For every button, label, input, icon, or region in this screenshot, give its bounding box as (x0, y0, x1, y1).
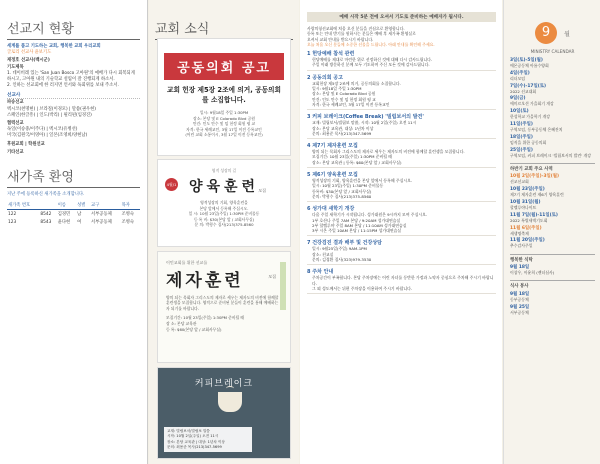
nurture-info-line: 등 록 비: $30(본당 앞 / 교회사무실) (193, 216, 255, 222)
news-item-line: 문의: 최용준 목사(213)347-5699 (312, 130, 372, 136)
news-item-line: 헌당예배를 제대로 마련한 위로 선정하신 것에 대해 다시 감사드립니다. (312, 57, 433, 63)
news-item-line: 영적성장의 기회, 양육훈련을 본당 앞에서 등록해 주십시오. (312, 178, 413, 184)
news-item-title: 1 헌당예배 참석 관련 (307, 51, 355, 58)
news-item-line: 일시: 9월25일(주일) 9AM-1PM (312, 246, 367, 252)
table-row (7, 210, 140, 219)
new-family-table (7, 201, 140, 226)
nurture-training-card (157, 159, 291, 247)
news-item (307, 268, 496, 294)
nurture-badge: 4월/1 (165, 178, 178, 191)
calendar-event-desc: 에몬공동체 아름수양회 (510, 63, 549, 68)
cell: 8543 (40, 219, 52, 225)
missionary-line: 재정호 선교사(백시군) (7, 58, 50, 64)
nurture-info-line: 본당 앞에서 등록해 주십시오. (199, 205, 249, 211)
news-item-body (307, 178, 496, 199)
calendar-event-desc: 2022 선교대회 (510, 88, 537, 94)
welcome-line: 오셔서 교회 안내를 받으시기 바랍니다. (307, 36, 374, 42)
calendar-event-date: 11일(주일) (510, 121, 533, 127)
nurture-title: 양육훈련 (188, 179, 260, 195)
nurture-info-line: 일 시: 10월 23일(주일) 1:30PM 준비물동 (188, 211, 260, 217)
news-item-line: 교회헌장 제5장 2조에 의거, 공동의회를 소집합니다. (312, 80, 401, 86)
news-item-line: 다음 주일 새학기가 시작됩니다. 성가대원은 9시까지 모여 주십시오. (312, 212, 428, 218)
steam-icon (226, 386, 234, 391)
coffee-break-title: 커피브레이크 (194, 379, 254, 389)
news-item (307, 171, 496, 202)
news-item (307, 142, 496, 168)
calendar-event-desc: 서부공동체 (510, 309, 529, 315)
discipleship-info-line: 장 소: 본당 교육관 (166, 321, 197, 327)
col-header: 이름 (57, 201, 76, 210)
welcome-line: 사랑의청선교회에 처음 오신 분들을 진심으로 환영합니다. (307, 26, 405, 31)
calendar-event-desc: 이창우, 이윤희 (젠더심사) (510, 270, 555, 276)
news-item (307, 113, 496, 139)
news-item-body (307, 120, 496, 136)
news-item-line: 3부 시온 주일 10AM 본당 / 11:15PM 성가대연습실 (312, 228, 402, 234)
news-item-line: 장소: 본당 교육관 | 등록: $60(본당 앞 / 교회사무실) (312, 159, 402, 165)
news-item-body (307, 57, 496, 68)
meeting-notice-card (157, 38, 291, 156)
prayer-item: 1. 데이비레 있는 'San Juan Bosco 고아원'의 예배가 다시 회복되게 하시고, 고아원 내의 기술학교 설립이 잘 진행되게 하소서. (7, 70, 135, 83)
left-column (0, 0, 148, 464)
calendar-events (510, 57, 595, 158)
news-item-body (307, 275, 496, 291)
ministry-calendar-heading: MINISTRY CALENDAR (530, 49, 575, 54)
news-item (307, 50, 496, 71)
news-item-body (307, 212, 496, 233)
news-item-line: 문의: 박형수 집사(213)375-8560 (312, 193, 372, 199)
news-item-line: 1부 호산나 주일 7AM 본당 / 9:20AM 성가대연습실 (312, 217, 401, 223)
coffee-info-line: 장소: 본당 교육관 | 대상: 1년차 이상 (167, 439, 225, 444)
calendar-header (510, 22, 595, 44)
major-ministries-heading: 하반기 교회 주요 사역 (510, 163, 595, 172)
coffee-info-line: 문의: 최용준 목사(213)347-5699 (167, 444, 222, 449)
missionary-name: 글로리 선교사 윤보기도 (7, 50, 52, 56)
discipleship-recruit-label: 모집 (268, 274, 276, 279)
mission-group-title: 협력선교 (7, 121, 24, 127)
news-item (307, 205, 496, 236)
calendar-event-date: 10월 31일(월) (510, 199, 541, 205)
mission-line: 멕시코(천명현) | 브라질(이경모) | 말씀(권우현) (7, 106, 96, 112)
news-item-line: 교재: 빌립보서/빌립보 말씀, 시작: 10월 2일(주일) 오전 11시 (312, 120, 417, 126)
discipleship-info-line: 등 록: $60(본당 앞 / 교회사무실) (166, 326, 222, 332)
news-item-line: 등록비: $30(본당 앞 / 교회사무실) (312, 188, 372, 194)
table-row (7, 218, 140, 226)
calendar-column (503, 0, 600, 464)
news-item-line: 모집기간: 10월 23일(주일) 1:30PM 준비될 때 (312, 154, 392, 160)
coffee-break-card (157, 367, 291, 459)
news-item-title: 8 주차 안내 (307, 269, 334, 276)
cell: 8542 (40, 211, 52, 217)
mission-banner: 세계를 품고 기도하는 교회, 행복한 교회 우리교회 (7, 44, 101, 49)
news-item-line: 일시: 9월18일 주일 1:30PM (312, 86, 362, 92)
cell: 서부공동체 (91, 212, 112, 218)
calendar-event-date: 10월 23일(주일) (510, 187, 545, 193)
calendar-event-date: 4일(주일) (510, 70, 530, 76)
news-item (307, 74, 496, 110)
nurture-recruit-label: 모집 (258, 188, 266, 193)
welcome-line: 등록 또는 안내 받기를 원하시는 분들은 예배 후 새가족 환영실로 (307, 31, 416, 37)
divider (307, 201, 496, 202)
calendar-event-date: 9월 18일 (510, 291, 530, 297)
news-item-line: 문의: 김경환 집사(323)979-3530 (312, 257, 372, 263)
calendar-event-desc: 추수감사주일 (510, 243, 533, 249)
mission-group-title: 파송선교 (7, 100, 24, 106)
news-item-line: 주차공간이 부족합니다. 본당 주차장에는 어린 자녀를 동반한 가정과 노약자 중심으로 주차해 주시기 바랍니다. (312, 275, 494, 286)
calendar-event-desc: 애미르오션 가을회기 개강 (510, 101, 554, 107)
calendar-event-desc: 동부공동체 (510, 296, 529, 302)
calendar-event-desc: 리더모임 (510, 75, 526, 81)
news-item-line: 그 외 성도께서는 뒤편 주차장을 이용하여 주시기 바랍니다. (312, 285, 413, 291)
nurture-info-line: 영적성장의 기회, 양육훈련을 (200, 200, 248, 205)
news-item-line: 주일 이래 방문하신 분께 모두 기도하며 주신 모든 것에 감사드립니다. (312, 62, 430, 68)
mission-group-title: 기타선교 (7, 149, 24, 155)
news-item (307, 239, 496, 265)
news-column (300, 0, 502, 464)
calendar-event-desc: 임직을 위한 공동의회 (510, 139, 547, 145)
discipleship-info-line: 모집기간: 10월 23일(주일) 1:30PM 준비될 때 (166, 315, 245, 321)
news-item-line: 일시: 10월 23일(주일) 1:30PM 준비물동 (312, 183, 384, 189)
cell: 여 (77, 220, 82, 226)
calendar-event-date: 11월 6일(주일) (510, 225, 542, 231)
divider (307, 109, 496, 110)
news-list (307, 50, 496, 294)
discipleship-description: 양의 되는 목회자 그리스도의 제자로 세우는 제자도의 비전에 함께할 훈련생을 모집합니다. 영적으로 준비된 분들이 훈련을 통해 예배하는 자 되기를 바랍니다. (166, 295, 279, 311)
discipleship-title: 제자훈련 (166, 271, 244, 291)
cell: 남 (77, 212, 82, 218)
col-header: 새가족 번호 (7, 201, 39, 210)
missionary-subhead: 선교사 (7, 92, 140, 99)
meeting-info-line: 안건: 인도 안수 및 임 헌정 회원 평 교 (192, 121, 256, 127)
calendar-event-date: 9월 18일 (510, 265, 530, 271)
col-header: 성별 (76, 201, 90, 210)
meeting-banner: 공동의회 공고 (164, 53, 284, 80)
meeting-info-line: 장소: 본당 및 E Colorado Blvd 공원 (193, 115, 255, 121)
meal-service-list (510, 291, 595, 315)
news-item-line: 장소: 본당 교육관, 대상: 1년차 이상 (312, 125, 374, 131)
cell: 윤다현 (57, 220, 71, 226)
calendar-event-desc: 구역모임, 동부공동체 은혜잔치 (510, 126, 563, 132)
calendar-event-date: 11월 20일(주일) (510, 238, 545, 244)
cell: 김경민 (57, 212, 71, 218)
news-item-title: 6 성가대 새학기 개강 (307, 206, 355, 213)
news-item-title: 3 커피 브레이크(Coffee Break) '빌립보서의 발견' (307, 114, 424, 121)
welcome-line: 오늘 처음 오신 분들께 소중한 선물을 드립니다. 아래 안내를 확인해 주세요. (307, 41, 435, 47)
news-item-line: 장소: 본당 및 E Colorado Blvd 공원 (312, 91, 376, 97)
news-item-title: 5 제6기 양육훈련 모집 (307, 172, 358, 179)
coffee-info-box (164, 427, 252, 452)
new-family-intro: 지난 주에 등록하신 새가족을 소개합니다. (7, 192, 85, 198)
middle-column (149, 0, 299, 464)
coffee-info-line: 시작: 10월 2일(주일) 오전 11시 (167, 434, 219, 439)
new-family-title: 새가족 환영 (7, 166, 140, 188)
cell: 123 (8, 219, 17, 225)
calendar-event-date: 7일(수)-17일(토) (510, 83, 546, 89)
calendar-event-date: 10월 2일(주일)-3일(월) (510, 174, 560, 180)
divider (307, 235, 496, 236)
calendar-event-date: 25일(주일) (510, 147, 533, 153)
calendar-event-desc: 제7기 제자훈련 제6기 양육훈련 (510, 192, 564, 198)
calendar-event-date: 3일(토)-5일(월) (510, 58, 543, 63)
calendar-event-desc: 선교선교회 (510, 179, 529, 185)
calendar-event-date: 9일(금) (510, 96, 526, 102)
major-ministries-list (510, 173, 595, 248)
meeting-info-line: (어린 교회 소통이시, 3월 17일 이전 등록교인) (185, 132, 263, 138)
news-item-line: 자격: 한국 세례교인, 3월 17일 이전 등록교인 (312, 101, 390, 107)
cell: 조병숙 (121, 220, 135, 226)
church-news-title: 교회 소식 (155, 18, 293, 40)
meal-service-heading: 식사 봉사 (510, 280, 595, 289)
discipleship-training-card (157, 251, 291, 363)
happy-table-heading: 행복한 식탁 (510, 254, 595, 263)
cell: 조병숙 (121, 212, 135, 218)
divider (307, 167, 496, 168)
calendar-event-desc: 2022 특별새벽기도회 (510, 217, 548, 223)
news-item-line: 장소: 친교실 (312, 251, 334, 257)
month-number-badge: 9 (535, 22, 557, 44)
divider (307, 264, 496, 265)
news-item-line: 안건: 인도 안수 및 임 헌정 회원 평 교 (312, 96, 376, 102)
prayer-item: 2. 인하는 선교회에 한 러지면 언서와 독회위를 보내 주소서. (7, 83, 119, 89)
cell: 서부공동체 (91, 220, 112, 226)
mission-group-title: 후원교회 | 학원선교 (7, 141, 45, 147)
cell: 122 (8, 211, 17, 217)
table-header-row (7, 201, 140, 210)
news-item-body (307, 149, 496, 165)
news-item-line: 2부 할렐루야 주일 8AM 본당 / 11:10AM 성가대연습실 (312, 222, 407, 228)
calendar-event-desc: 새생명축제 (510, 230, 529, 236)
divider (307, 138, 496, 139)
calendar-event-date: 11월 7일(월)-11일(토) (510, 212, 558, 218)
calendar-event-desc: 한성학교 가을학기 개강 (510, 114, 551, 120)
calendar-event-desc: 구역모임, 커피 브레이크 '빌립보서의 발견' 개강 (510, 152, 591, 158)
news-item-body (307, 81, 496, 107)
nurture-info-line: 문 의: 박형수 집사(213)375-8560 (194, 222, 254, 228)
mission-section-title: 선교지 현황 (7, 18, 140, 40)
meeting-info-line: 일시: 9월18일 주일 1:30PM (199, 110, 249, 115)
calendar-event-date: 10일(토) (510, 109, 529, 115)
coffee-info-line: 교재: 빌립보서/빌립보 말씀 (167, 429, 210, 434)
col-header: 교구 (90, 201, 121, 210)
happy-table-list (510, 264, 595, 275)
meeting-info-line: 자격: 한국 세례교인, 3월 17일 이전 등록교인 (186, 126, 262, 132)
news-item-title: 4 제7기 제자훈련 모집 (307, 143, 358, 150)
news-item-body (307, 246, 496, 262)
discipleship-pretitle: 이민교회를 위한 선교를 (166, 260, 208, 265)
mission-line: 독일(이승중/이주다) | 멕시코(유병선) (7, 127, 78, 133)
news-item-title: 2 공동의회 공고 (307, 74, 343, 81)
nurture-pretitle: 영적 성장의 길 (211, 168, 237, 173)
divider (307, 70, 496, 71)
mission-line: 미국(김원국/이영아) | 일본(조영희/양현남) (7, 133, 88, 139)
news-item-title: 7 건강검진 결과 배부 및 건강상담 (307, 240, 382, 247)
worship-reminder-banner: 예배 시작 5분 전에 오셔서 기도로 준비하는 예배자가 됩시다. (307, 12, 496, 22)
col-header: 목자 (121, 201, 140, 210)
month-label: 월 (564, 30, 570, 38)
meeting-lead: 교회 헌장 제5장 2조에 의거, 공동의회를 소집합니다. (167, 86, 281, 104)
news-item-line: 양의 되는 목회자 그리스도의 제자로 세우는 제자도의 비전에 함께할 훈련생을 모집합니다. (312, 149, 465, 155)
decorative-stripe (280, 262, 286, 310)
calendar-event-date: 9월 25일 (510, 304, 530, 310)
calendar-event-desc: 할렐루야나이트 (510, 204, 537, 210)
mission-line: 스페인(한글흥) | 인도(박리) | 필리핀(임경진) (7, 112, 92, 118)
divider (307, 293, 496, 294)
calendar-event-date: 18일(주일) (510, 134, 533, 140)
prayer-heading: 기도제목 (7, 64, 24, 70)
coffee-cup-icon (218, 392, 242, 412)
